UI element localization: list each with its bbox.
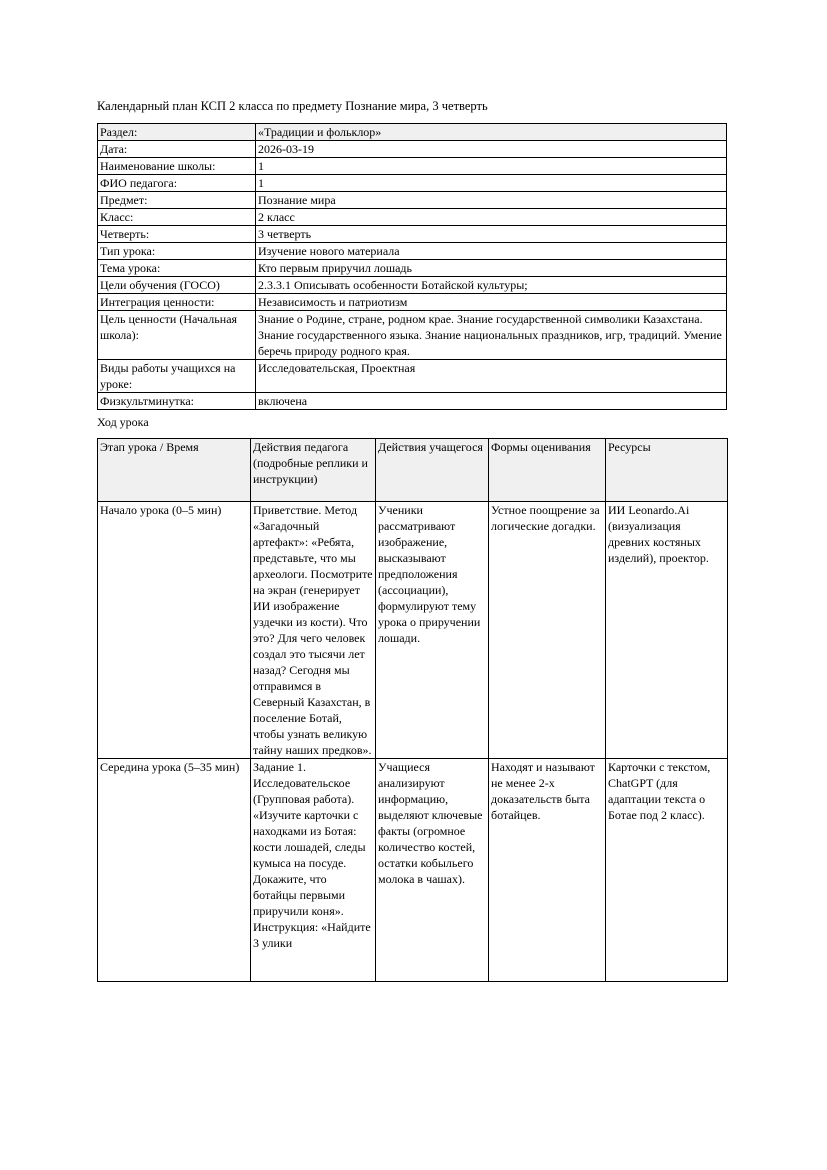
info-value: Изучение нового материала	[256, 243, 727, 260]
table-row	[98, 192, 727, 209]
table-row	[98, 209, 727, 226]
info-value: 1	[256, 158, 727, 175]
stage-cell: Середина урока (5–35 мин)	[98, 759, 251, 982]
info-value: Познание мира	[256, 192, 727, 209]
table-row	[98, 502, 728, 759]
info-label: Тема урока:	[98, 260, 256, 277]
column-header-stage: Этап урока / Время	[98, 439, 251, 502]
info-label: Физкультминутка:	[98, 393, 256, 410]
info-value: 2.3.3.1 Описывать особенности Ботайской культуры;	[256, 277, 727, 294]
assessment-cell: Устное поощрение за логические догадки.	[489, 502, 606, 759]
info-value: Независимость и патриотизм	[256, 294, 727, 311]
info-label: Интеграция ценности:	[98, 294, 256, 311]
table-row	[98, 311, 727, 360]
stage-cell: Начало урока (0–5 мин)	[98, 502, 251, 759]
table-header-row	[98, 439, 728, 502]
table-row	[98, 759, 728, 982]
info-label: Предмет:	[98, 192, 256, 209]
column-header-assessment: Формы оценивания	[489, 439, 606, 502]
info-label: Тип урока:	[98, 243, 256, 260]
column-header-student-actions: Действия учащегося	[376, 439, 489, 502]
info-label: Виды работы учащихся на уроке:	[98, 360, 256, 393]
info-label: Наименование школы:	[98, 158, 256, 175]
document-page	[97, 99, 727, 982]
table-row	[98, 360, 727, 393]
info-value: Знание о Родине, стране, родном крае. Знание государственной символики Казахстана. Знание государственного языка. Знание национальных праздников, игр, традиций. Умение беречь природу родного края.	[256, 311, 727, 360]
table-row	[98, 260, 727, 277]
info-value: 2 класс	[256, 209, 727, 226]
section-heading: Ход урока	[97, 415, 149, 429]
resources-cell: Карточки с текстом, ChatGPT (для адаптации текста о Ботае под 2 класс).	[606, 759, 728, 982]
lesson-info-table	[97, 123, 727, 410]
lesson-plan-table	[97, 438, 728, 982]
student-actions-cell: Ученики рассматривают изображение, высказывают предположения (ассоциации), формулируют тему урока о приручении лошади.	[376, 502, 489, 759]
info-value: 2026-03-19	[256, 141, 727, 158]
assessment-cell: Находят и называют не менее 2-х доказательств быта ботайцев.	[489, 759, 606, 982]
info-label: Дата:	[98, 141, 256, 158]
info-label: Цели обучения (ГОСО)	[98, 277, 256, 294]
table-row	[98, 175, 727, 192]
info-value: Исследовательская, Проектная	[256, 360, 727, 393]
table-row	[98, 141, 727, 158]
info-label: Цель ценности (Начальная школа):	[98, 311, 256, 360]
info-label: Раздел:	[98, 124, 256, 141]
teacher-actions-cell: Приветствие. Метод «Загадочный артефакт»: «Ребята, представьте, что мы археологи. Посмотрите на экран (генерирует ИИ изображение уздечки из кости). Что это? Для чего человек создал это тысячи лет назад? Сегодня мы отправимся в Северный Казахстан, в поселение Ботай, чтобы узнать великую тайну наших предков».	[251, 502, 376, 759]
teacher-actions-cell: Задание 1. Исследовательское (Групповая работа). «Изучите карточки с находками из Ботая: кости лошадей, следы кумыса на посуде. Докажите, что ботайцы первыми приручили коня». Инструкция: «Найдите 3 улики	[251, 759, 376, 982]
info-value: «Традиции и фольклор»	[256, 124, 727, 141]
table-row	[98, 124, 727, 141]
resources-cell: ИИ Leonardo.Ai (визуализация древних костяных изделий), проектор.	[606, 502, 728, 759]
table-row	[98, 393, 727, 410]
table-row	[98, 158, 727, 175]
table-row	[98, 294, 727, 311]
info-label: Класс:	[98, 209, 256, 226]
table-row	[98, 243, 727, 260]
column-header-resources: Ресурсы	[606, 439, 728, 502]
info-label: Четверть:	[98, 226, 256, 243]
info-label: ФИО педагога:	[98, 175, 256, 192]
document-title: Календарный план КСП 2 класса по предмету Познание мира, 3 четверть	[97, 99, 488, 113]
student-actions-cell: Учащиеся анализируют информацию, выделяют ключевые факты (огромное количество костей, остатки кобыльего молока в чашах).	[376, 759, 489, 982]
info-value: включена	[256, 393, 727, 410]
info-value: 3 четверть	[256, 226, 727, 243]
column-header-teacher-actions: Действия педагога (подробные реплики и инструкции)	[251, 439, 376, 502]
info-value: 1	[256, 175, 727, 192]
info-value: Кто первым приручил лошадь	[256, 260, 727, 277]
table-row	[98, 277, 727, 294]
table-row	[98, 226, 727, 243]
